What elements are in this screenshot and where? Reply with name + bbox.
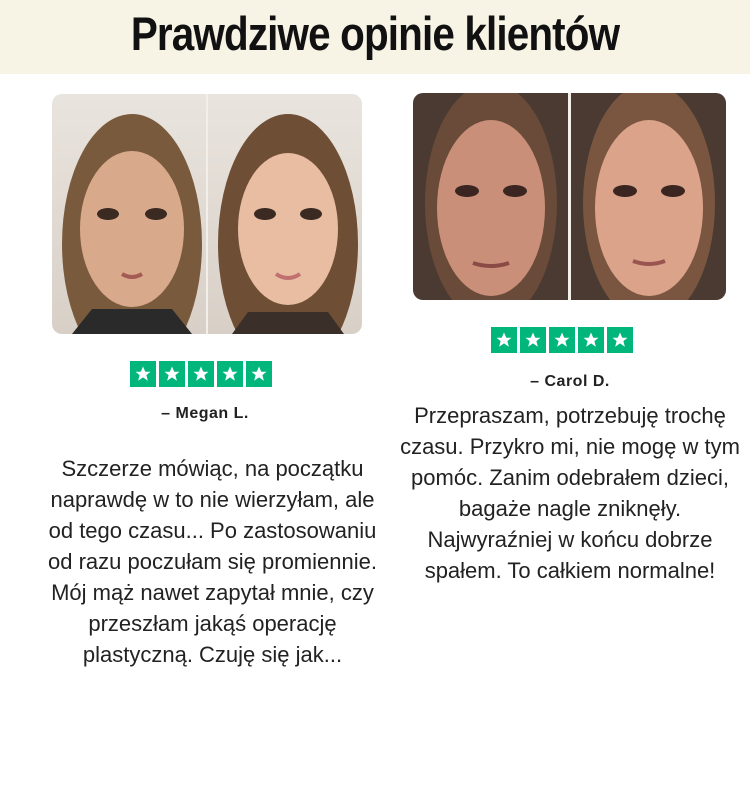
before-after-photo-megan (52, 94, 362, 334)
page-header (0, 0, 750, 74)
star-icon (520, 327, 546, 353)
star-icon (246, 361, 272, 387)
star-icon (491, 327, 517, 353)
review-text: Szczerze mówiąc, na początku naprawdę w to nie wierzyłam, ale od tego czasu... Po zastosowaniu od razu poczułam się promiennie. Mój mąż nawet zapytał mnie, czy przeszłam jakąś operację plastyczną. Czuję się jak... (48, 456, 377, 667)
before-after-photo-carol (413, 93, 726, 300)
star-icon (130, 361, 156, 387)
reviewer-name: – Carol D. (530, 373, 610, 390)
star-icon (188, 361, 214, 387)
star-rating-megan (130, 361, 272, 387)
page-title: Prawdziwe opinie klientów (130, 7, 620, 60)
star-icon (549, 327, 575, 353)
reviewer-name: – Megan L. (161, 405, 249, 422)
star-icon (159, 361, 185, 387)
star-rating-carol (491, 327, 633, 353)
before-face-image (425, 93, 557, 300)
review-text: Przepraszam, potrzebuję trochę czasu. Przykro mi, nie mogę w tym pomóc. Zanim odebrałem dzieci, bagaże nagle zniknęły. Najwyraźniej w końcu dobrze spałem. To całkiem normalne! (400, 403, 740, 583)
star-icon (578, 327, 604, 353)
star-icon (607, 327, 633, 353)
star-icon (217, 361, 243, 387)
after-face-image (583, 93, 715, 300)
